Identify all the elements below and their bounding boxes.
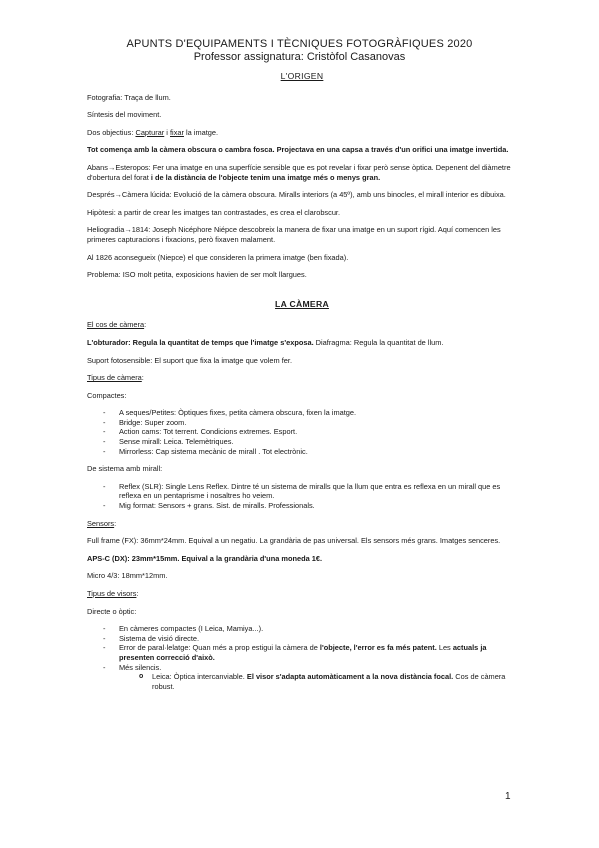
paragraph: Problema: ISO molt petita, exposicions havien de ser molt llargues. <box>87 270 307 280</box>
list-item: - Reflex (SLR): Single Lens Reflex. Dintre té un sistema de miralls que la llum que entra es reflexa en un mirall que es reflexa en un pentaprisme i nosaltres ho veiem. <box>87 482 517 501</box>
paragraph: Hipòtesi: a partir de crear les imatges tan contrastades, es crea el clarobscur. <box>87 207 341 217</box>
text-run: : <box>136 589 139 598</box>
subheading-text: Tipus de visors <box>87 589 137 598</box>
bold-text: actuals ja presenten correcció d'això. <box>119 643 487 662</box>
list-item: - Sistema de visió directe. <box>87 634 517 644</box>
subheading-text: El cos de càmera <box>87 320 145 330</box>
sub-list <box>119 672 517 691</box>
list-item <box>87 663 517 692</box>
list-item: - Mirrorless: Cap sistema mecànic de mirall . Tot electrònic. <box>87 447 517 457</box>
text-run: : <box>114 518 117 528</box>
text-run: : <box>144 320 147 330</box>
paragraph <box>87 163 517 182</box>
paragraph: Full frame (FX): 36mm*24mm. Equival a un negatiu. La grandària de pas universal. Els sensors més grans. Imatges senceres. <box>87 536 501 546</box>
section-heading-origen: L'ORIGEN <box>280 71 324 81</box>
paragraph: Micro 4/3: 18mm*12mm. <box>87 571 168 581</box>
paragraph: Al 1826 aconsegueix (Niepce) el que consideren la primera imatge (ben fixada). <box>87 252 349 262</box>
text-run: Diafragma: Regula la quantitat de llum. <box>313 337 444 347</box>
text-run: la imatge. <box>183 127 219 137</box>
bold-text: L'obturador: Regula la quantitat de temps que l'imatge s'exposa. <box>87 337 314 347</box>
text-run: Les <box>436 643 453 653</box>
underlined-term: Capturar <box>135 127 165 137</box>
text-run: Leica: Òptica intercanviable. <box>152 672 247 682</box>
mirall-list <box>87 482 517 511</box>
document-title: APUNTS D'EQUIPAMENTS I TÈCNIQUES FOTOGRÀFIQUES 2020 <box>126 38 473 50</box>
underlined-term: fixar <box>170 127 184 137</box>
text-run: : <box>141 373 144 383</box>
bold-text: l'objecte, l'error es fa més patent. <box>319 643 437 653</box>
list-item <box>87 643 517 662</box>
list-item: - Action cams: Tot terrent. Condicions extremes. Esport. <box>87 427 517 437</box>
subheading-text: Sensors <box>87 518 115 528</box>
paragraph: Compactes: <box>87 390 127 400</box>
subheading <box>87 373 517 383</box>
list-item: - Bridge: Super zoom. <box>87 418 517 428</box>
list-item: - En càmeres compactes (I Leica, Mamiya...). <box>87 624 517 634</box>
compactes-list <box>87 408 517 456</box>
paragraph: De sistema amb mirall: <box>87 464 163 474</box>
paragraph: Suport fotosensible: El suport que fixa la imatge que volem fer. <box>87 355 292 365</box>
text-run: Més silencis. <box>119 662 162 672</box>
subheading-text: Tipus de càmera <box>87 373 142 383</box>
list-item: - Sense mirall: Leica. Telemètriques. <box>87 437 517 447</box>
text-run: Abans→Esteropos: Fer una imatge en una superfície sensible que es pot revelar i fixar però sense òptica. Depenent del diàmetre d'obertura del forat <box>87 162 511 182</box>
subheading <box>87 519 517 529</box>
paragraph <box>87 554 517 564</box>
paragraph: Després→Càmera lúcida: Evolució de la càmera obscura. Miralls interiors (a 45º), amb uns binocles, el mirall interior es dibuixa. <box>87 190 506 200</box>
text-run: Cos de càmera robust. <box>152 672 506 691</box>
text-run: i <box>164 127 170 137</box>
text-run: Dos objectius: <box>87 127 136 137</box>
page-number: 1 <box>505 791 511 802</box>
document-body <box>87 72 517 699</box>
subheading <box>87 320 517 330</box>
paragraph: Síntesis del moviment. <box>87 110 162 120</box>
paragraph <box>87 128 517 138</box>
bold-text: i de la distància de l'objecte tenim una imatge més o menys gran. <box>150 172 381 182</box>
text-run: Error de paral·lelatge: Quan més a prop estigui la càmera de <box>119 643 320 653</box>
subheading <box>87 589 517 599</box>
visors-list <box>87 624 517 691</box>
paragraph: Tot comença amb la càmera obscura o cambra fosca. Projectava en una capsa a través d'un orifici una imatge invertida. <box>87 145 509 155</box>
section-heading-camera: LA CÀMERA <box>275 298 329 309</box>
list-item: - A seques/Petites: Òptiques fixes, petita càmera obscura, fixen la imatge. <box>87 408 517 418</box>
bold-text: APS-C (DX): 23mm*15mm. Equival a la grandària d'una moneda 1€. <box>87 553 323 563</box>
paragraph: Directe o òptic: <box>87 606 137 616</box>
bold-text: El visor s'adapta automàticament a la nova distància focal. <box>246 672 454 682</box>
paragraph: Heliogradia→1814: Joseph Nicéphore Niépce descobreix la manera de fixar una imatge en un suport rígid. Aquí comencen les primeres capturacions i fixacions, però fixaven malament. <box>87 225 501 244</box>
paragraph <box>87 338 517 348</box>
sub-list-item <box>129 672 517 691</box>
list-item: - Mig format: Sensors + grans. Sist. de miralls. Professionals. <box>87 501 517 511</box>
document-subtitle: Professor assignatura: Cristòfol Casanovas <box>193 51 406 63</box>
paragraph: Fotografia: Traça de llum. <box>87 92 171 102</box>
